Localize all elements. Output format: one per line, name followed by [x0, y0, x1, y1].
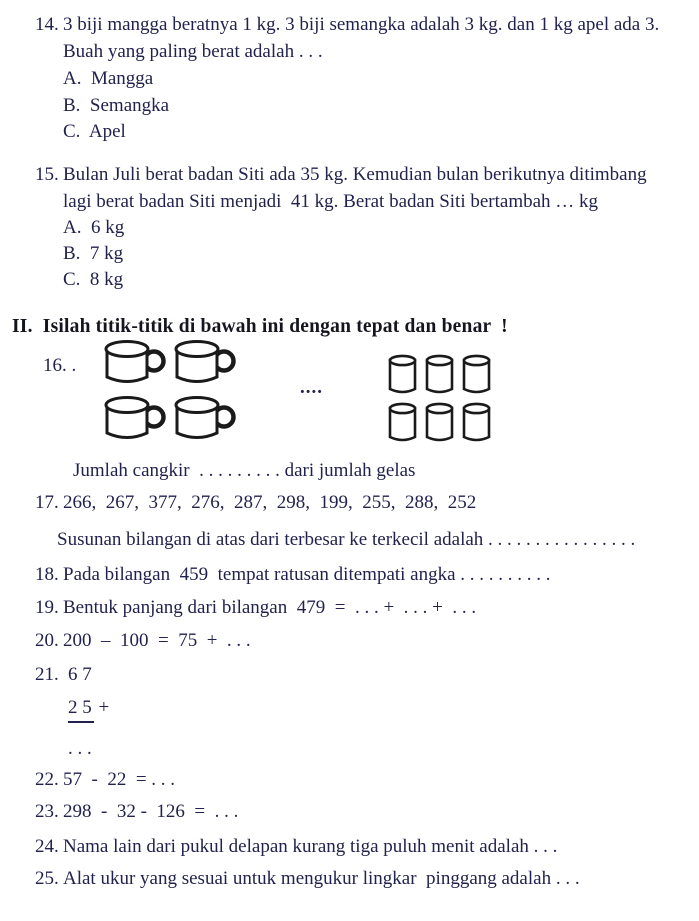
- question-24-line: [35, 836, 557, 859]
- question-17-numbers: 266, 267, 377, 276, 287, 298, 199, 255, 288, 252: [63, 492, 477, 513]
- question-23-text: 298 - 32 - 126 = . . .: [63, 801, 239, 822]
- question-19-line: [35, 597, 476, 620]
- question-20-number: 20.: [35, 630, 59, 651]
- question-22-number: 22.: [35, 769, 59, 790]
- section-2-heading: II. Isilah titik-titik di bawah ini dengan tepat dan benar !: [12, 316, 508, 337]
- question-15-option-c: C. 8 kg: [63, 269, 124, 290]
- question-17-line1: [35, 492, 476, 515]
- question-16-number: 16. .: [43, 355, 77, 376]
- glass-icon: [425, 402, 454, 444]
- question-21-number: 21.: [35, 664, 59, 685]
- question-20-text: 200 – 100 = 75 + . . .: [63, 630, 251, 651]
- mug-icon: [174, 340, 240, 388]
- glass-icon: [425, 354, 454, 396]
- question-15-text: Bulan Juli berat badan Siti ada 35 kg. Kemudian bulan berikutnya ditimbang: [63, 164, 647, 185]
- glass-icon: [388, 402, 417, 444]
- mug-icon: [104, 340, 170, 388]
- question-24-text: Nama lain dari pukul delapan kurang tiga puluh menit adalah . . .: [63, 836, 558, 857]
- question-25-line: [35, 868, 580, 891]
- question-25-text: Alat ukur yang sesuai untuk mengukur lingkar pinggang adalah . . .: [63, 868, 580, 889]
- question-18-text: Pada bilangan 459 tempat ratusan ditempati angka . . . . . . . . . .: [63, 564, 551, 585]
- glass-icon: [462, 402, 491, 444]
- question-15-option-a: A. 6 kg: [63, 217, 125, 238]
- question-16-caption: Jumlah cangkir . . . . . . . . . dari jumlah gelas: [73, 460, 416, 481]
- question-14-line1: [35, 14, 659, 37]
- question-14-text: 3 biji mangga beratnya 1 kg. 3 biji semangka adalah 3 kg. dan 1 kg apel ada 3.: [63, 14, 660, 35]
- question-21-addend2-row: [68, 697, 109, 723]
- question-25-number: 25.: [35, 868, 59, 889]
- question-14-option-c: C. Apel: [63, 121, 126, 142]
- question-23-number: 23.: [35, 801, 59, 822]
- question-18-line: [35, 564, 551, 587]
- glass-icon: [462, 354, 491, 396]
- glass-icon: [388, 354, 417, 396]
- question-22-line: [35, 769, 175, 792]
- question-14-line2: Buah yang paling berat adalah . . .: [63, 41, 323, 62]
- question-15-line2: lagi berat badan Siti menjadi 41 kg. Berat badan Siti bertambah … kg: [63, 191, 599, 212]
- question-14-number: 14.: [35, 14, 59, 35]
- question-21-plus-sign: +: [98, 697, 110, 718]
- question-17-line2: Susunan bilangan di atas dari terbesar ke terkecil adalah . . . . . . . . . . . . . . . .: [57, 529, 636, 550]
- question-21-answer-dots: . . .: [68, 738, 92, 759]
- question-24-number: 24.: [35, 836, 59, 857]
- question-21-addend2: 2 5: [68, 697, 94, 723]
- cups-group: [104, 340, 242, 446]
- question-15-option-b: B. 7 kg: [63, 243, 124, 264]
- question-21-addend1: 6 7: [68, 664, 92, 685]
- question-17-number: 17.: [35, 492, 59, 513]
- question-19-number: 19.: [35, 597, 59, 618]
- question-19-text: Bentuk panjang dari bilangan 479 = . . . + . . . + . . .: [63, 597, 477, 618]
- question-23-line: [35, 801, 238, 824]
- question-16-separator-dots: ....: [300, 377, 323, 398]
- question-14-option-a: A. Mangga: [63, 68, 154, 89]
- glasses-group: [388, 354, 492, 444]
- question-14-option-b: B. Semangka: [63, 95, 170, 116]
- question-18-number: 18.: [35, 564, 59, 585]
- question-22-text: 57 - 22 = . . .: [63, 769, 176, 790]
- question-15-number: 15.: [35, 164, 59, 185]
- question-15-line1: [35, 164, 647, 187]
- mug-icon: [104, 396, 170, 444]
- mug-icon: [174, 396, 240, 444]
- question-20-line: [35, 630, 251, 653]
